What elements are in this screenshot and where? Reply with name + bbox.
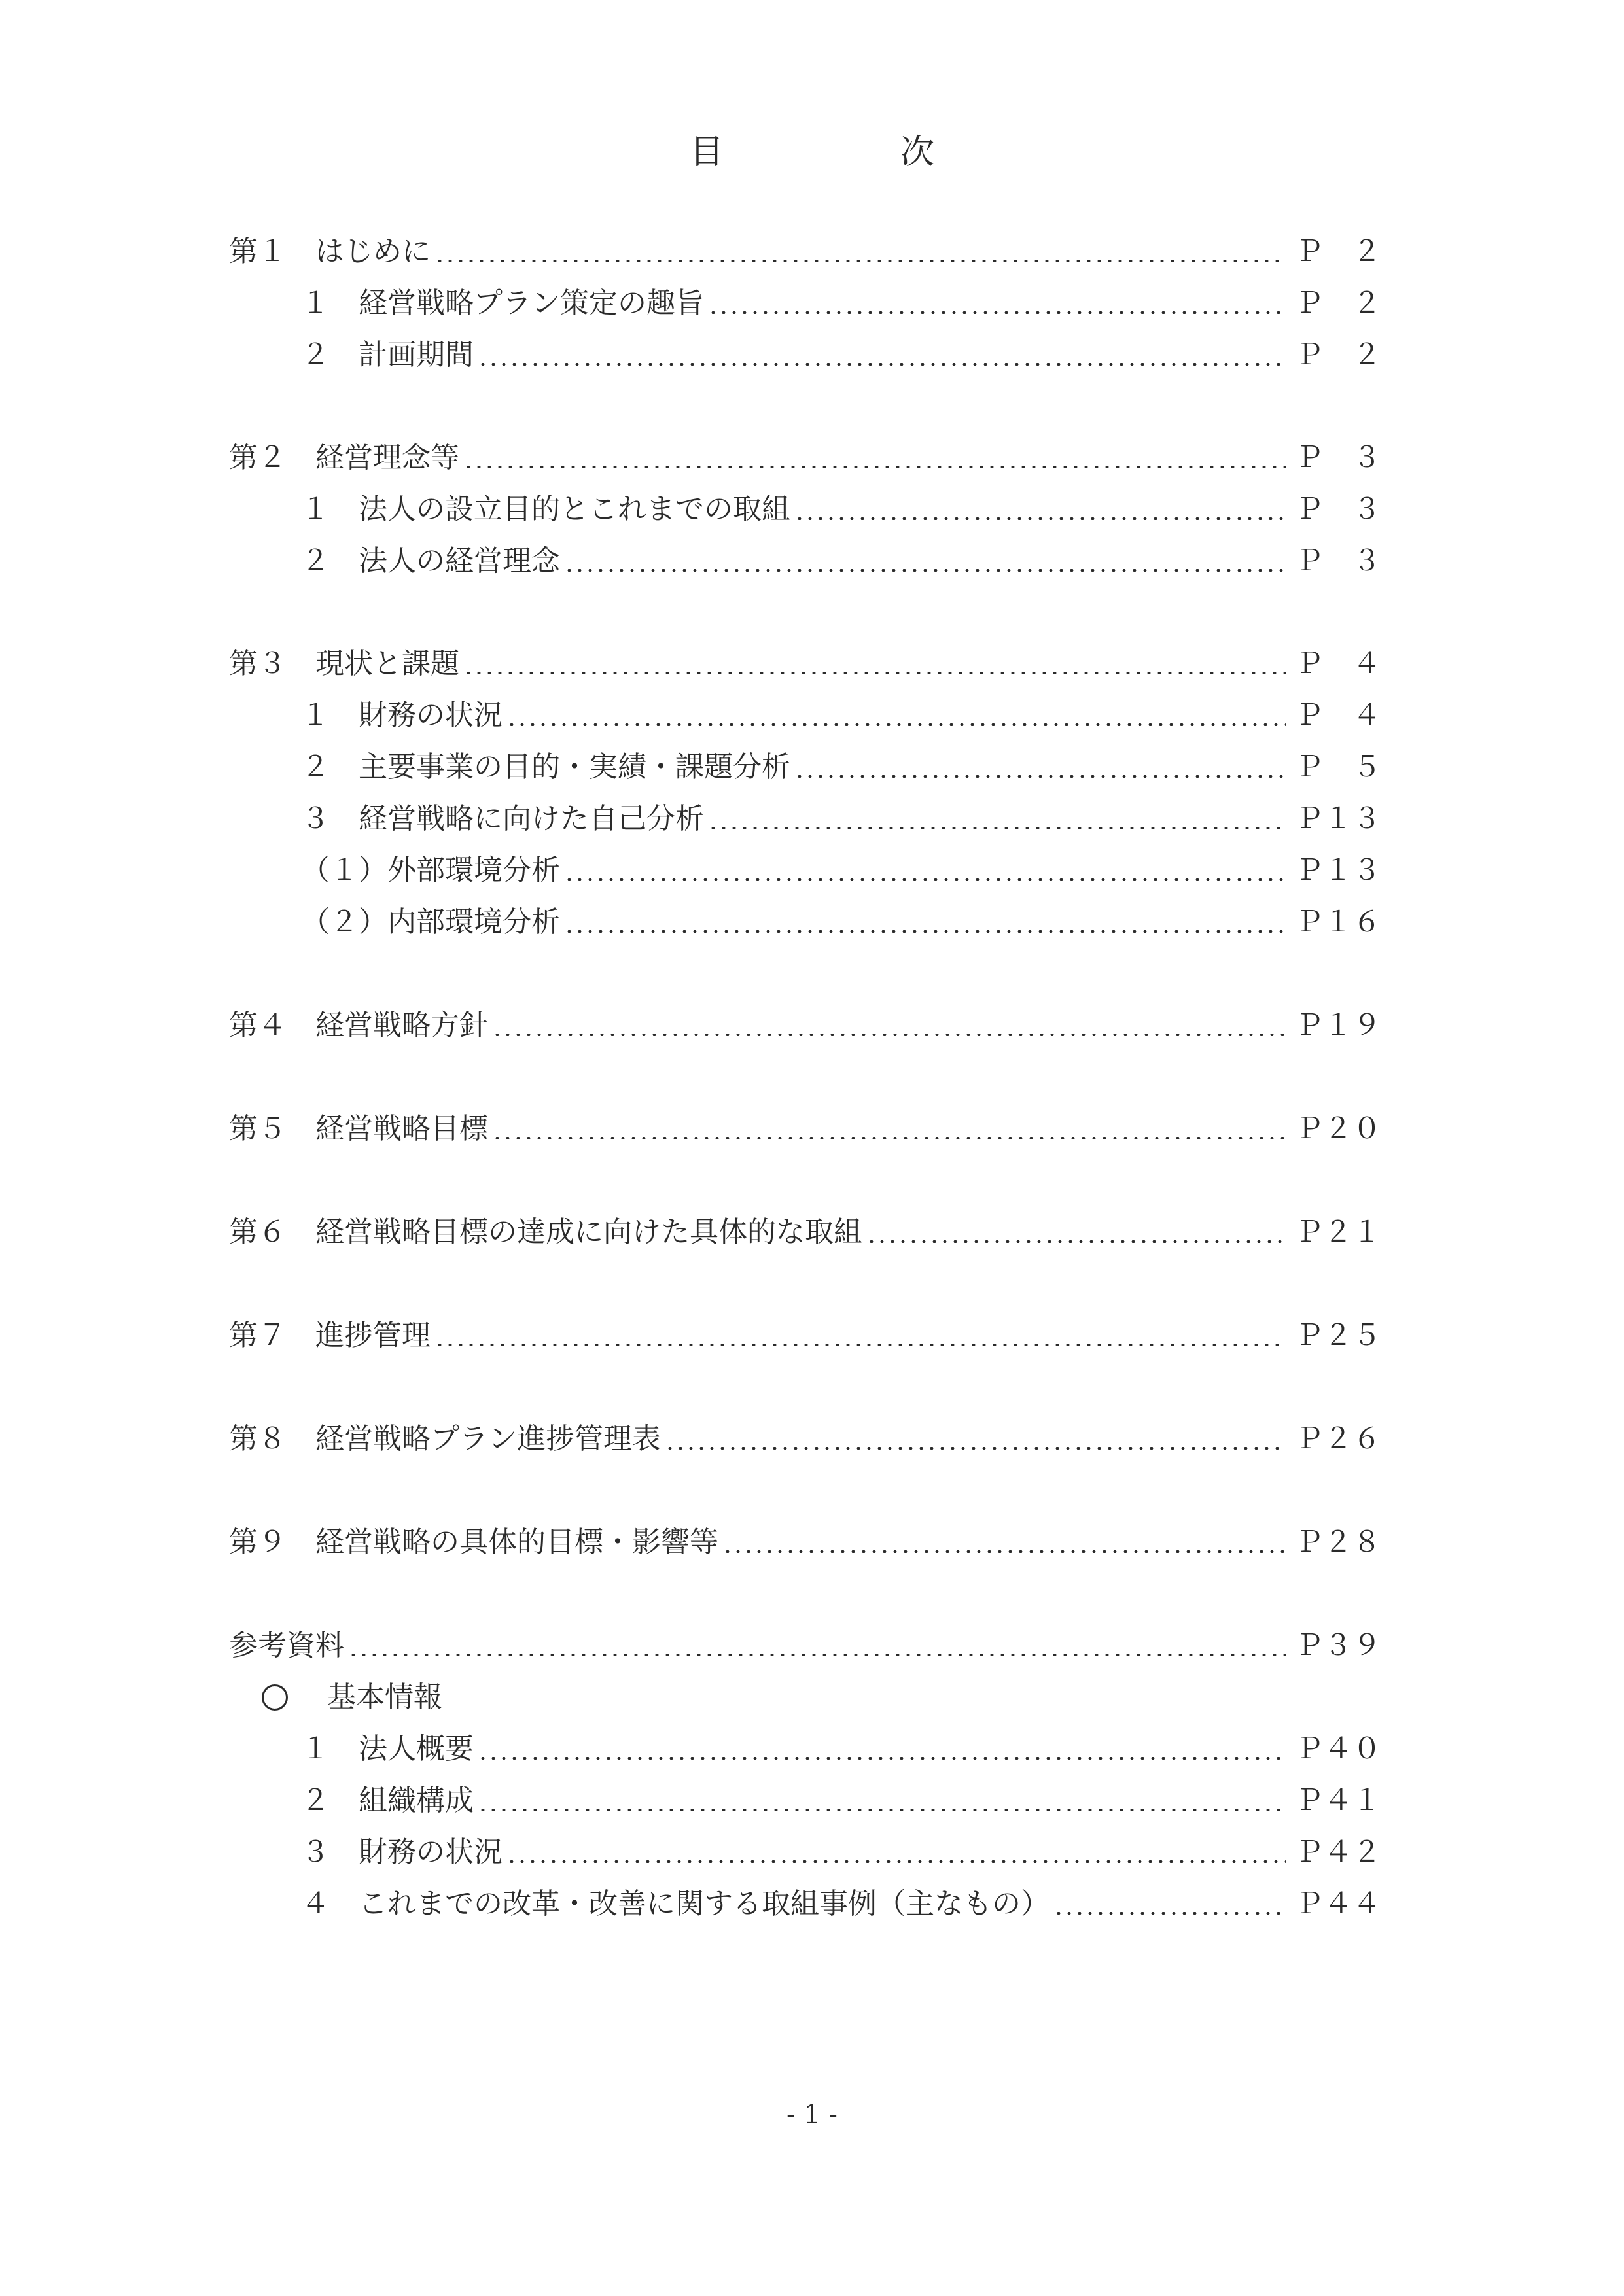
- toc-entry-3-2[interactable]: [301, 748, 1384, 787]
- toc-entry-label: １ 財務の状況: [301, 699, 503, 732]
- toc-entry-page: Ｐ１３: [1295, 802, 1381, 835]
- toc-entry-page: Ｐ ３: [1295, 441, 1381, 474]
- toc-entry-label: 第４ 経営戦略方針: [229, 1009, 488, 1042]
- dot-leader: [478, 1757, 1286, 1760]
- toc-entry-ref-4[interactable]: [301, 1885, 1384, 1924]
- toc-entry-label: １ 法人概要: [301, 1732, 474, 1765]
- dot-leader: [506, 723, 1286, 726]
- toc-entry-label: ２ 計画期間: [301, 338, 474, 372]
- toc-entry-label: ３ 財務の状況: [301, 1835, 503, 1869]
- dot-leader: [463, 672, 1286, 674]
- page-number: - 1 -: [786, 2100, 838, 2130]
- dot-leader: [348, 1654, 1286, 1656]
- dot-leader: [708, 311, 1286, 314]
- toc-entry-page: Ｐ ２: [1295, 338, 1381, 372]
- dot-leader: [665, 1447, 1286, 1450]
- toc-entry-ref-3[interactable]: [301, 1833, 1384, 1872]
- toc-entry-label: （２）内部環境分析: [301, 905, 560, 939]
- toc-entry-ref-1[interactable]: [301, 1730, 1384, 1769]
- toc-entry-section-6[interactable]: [229, 1213, 1384, 1252]
- dot-leader: [478, 1809, 1286, 1811]
- dot-leader: [1053, 1912, 1286, 1915]
- dot-leader: [463, 466, 1286, 468]
- toc-entry-3-3-2[interactable]: [301, 903, 1384, 942]
- circle-bullet-icon: [262, 1684, 288, 1711]
- dot-leader: [866, 1240, 1286, 1243]
- toc-entry-label: 第８ 経営戦略プラン進捗管理表: [229, 1422, 661, 1455]
- dot-leader: [564, 930, 1286, 933]
- dot-leader: [564, 878, 1286, 881]
- toc-entry-label: ２ 法人の経営理念: [301, 544, 560, 578]
- toc-entry-page: Ｐ１９: [1295, 1009, 1381, 1042]
- title-char-1: 目: [689, 133, 724, 172]
- dot-leader: [434, 260, 1286, 262]
- toc-entry-label: １ 法人の設立目的とこれまでの取組: [301, 493, 790, 526]
- title-char-2: 次: [900, 133, 935, 172]
- toc-entry-section-2[interactable]: [229, 438, 1384, 478]
- toc-entry-3-3[interactable]: [301, 799, 1384, 839]
- toc-entry-section-4[interactable]: [229, 1006, 1384, 1045]
- toc-entry-label: 第１ はじめに: [229, 235, 431, 268]
- dot-leader: [434, 1344, 1286, 1346]
- toc-entry-page: Ｐ２８: [1295, 1525, 1381, 1559]
- toc-entry-1-2[interactable]: [301, 336, 1384, 375]
- dot-leader: [794, 775, 1286, 778]
- toc-entry-page: Ｐ ３: [1295, 493, 1381, 526]
- dot-leader: [708, 827, 1286, 829]
- toc-entry-page: Ｐ ２: [1295, 235, 1381, 268]
- toc-entry-section-9[interactable]: [229, 1523, 1384, 1562]
- toc-entry-section-8[interactable]: [229, 1419, 1384, 1459]
- toc-entry-section-7[interactable]: [229, 1316, 1384, 1355]
- toc-entry-references[interactable]: [229, 1626, 1384, 1665]
- toc-entry-2-2[interactable]: [301, 542, 1384, 581]
- toc-entry-page: Ｐ２６: [1295, 1422, 1381, 1455]
- toc-entry-label: ２ 組織構成: [301, 1784, 474, 1817]
- toc-entry-page: Ｐ ４: [1295, 699, 1381, 732]
- toc-entry-3-1[interactable]: [301, 696, 1384, 735]
- toc-entry-page: Ｐ４１: [1295, 1784, 1381, 1817]
- dot-leader: [478, 363, 1286, 366]
- toc-entry-page: Ｐ２０: [1295, 1112, 1381, 1145]
- toc-entry-page: Ｐ４２: [1295, 1835, 1381, 1869]
- toc-entry-label: ３ 経営戦略に向けた自己分析: [301, 802, 704, 835]
- toc-entry-section-3[interactable]: [229, 644, 1384, 684]
- toc-entry-label: （１）外部環境分析: [301, 854, 560, 887]
- dot-leader: [492, 1034, 1286, 1036]
- toc-entry-label: 第６ 経営戦略目標の達成に向けた具体的な取組: [229, 1215, 862, 1249]
- toc-entry-1-1[interactable]: [301, 284, 1384, 323]
- toc-entry-3-3-1[interactable]: [301, 851, 1384, 890]
- toc-entry-label: 第３ 現状と課題: [229, 647, 459, 680]
- toc-entry-label: 第９ 経営戦略の具体的目標・影響等: [229, 1525, 718, 1559]
- toc-entry-page: Ｐ４０: [1295, 1732, 1381, 1765]
- dot-leader: [722, 1550, 1286, 1553]
- toc-entry-2-1[interactable]: [301, 490, 1384, 529]
- toc-entry-label: １ 経営戦略プラン策定の趣旨: [301, 287, 704, 320]
- toc-entry-page: Ｐ２５: [1295, 1319, 1381, 1352]
- toc-entry-page: Ｐ ４: [1295, 647, 1381, 680]
- toc-entry-page: Ｐ３９: [1295, 1629, 1381, 1662]
- toc-entry-label: 第７ 進捗管理: [229, 1319, 431, 1352]
- toc-entry-page: Ｐ４４: [1295, 1887, 1381, 1921]
- toc-entry-page: Ｐ１３: [1295, 854, 1381, 887]
- dot-leader: [492, 1137, 1286, 1139]
- toc-entry-label: 第２ 経営理念等: [229, 441, 459, 474]
- dot-leader: [564, 569, 1286, 572]
- toc-entry-ref-2[interactable]: [301, 1781, 1384, 1820]
- dot-leader: [506, 1860, 1286, 1863]
- toc-entry-page: Ｐ ２: [1295, 287, 1381, 320]
- basic-info-label: 基本情報: [327, 1680, 442, 1714]
- toc-entry-section-5[interactable]: [229, 1109, 1384, 1149]
- toc-entry-page: Ｐ ５: [1295, 750, 1381, 784]
- toc-entry-page: Ｐ ３: [1295, 544, 1381, 578]
- toc-entry-label: 第５ 経営戦略目標: [229, 1112, 488, 1145]
- toc-entry-page: Ｐ２１: [1295, 1215, 1381, 1249]
- basic-info-heading: [262, 1678, 442, 1717]
- toc-entry-label: ２ 主要事業の目的・実績・課題分析: [301, 750, 790, 784]
- toc-entry-section-1[interactable]: [229, 232, 1384, 271]
- toc-entry-label: ４ これまでの改革・改善に関する取組事例（主なもの）: [301, 1887, 1050, 1921]
- dot-leader: [794, 517, 1286, 520]
- toc-entry-page: Ｐ１６: [1295, 905, 1381, 939]
- toc-entry-label: 参考資料: [229, 1629, 344, 1662]
